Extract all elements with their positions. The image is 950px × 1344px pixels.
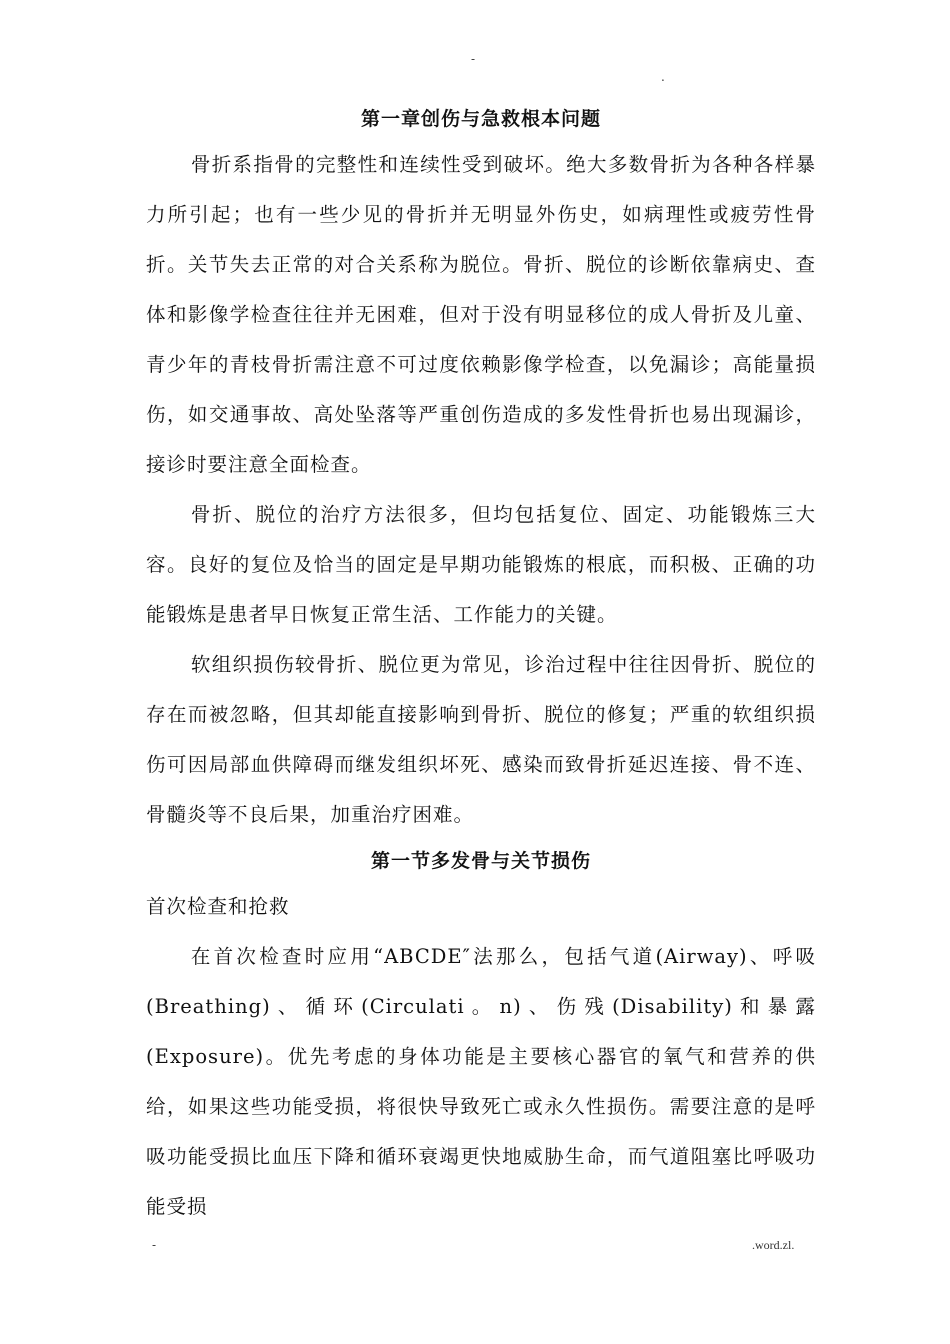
chapter-paragraph-1: 骨折系指骨的完整性和连续性受到破坏。绝大多数骨折为各种各样暴力所引起；也有一些少见的骨折并无明显外伤史，如病理性或疲劳性骨折。关节失去正常的对合关系称为脱位。骨折、脱位的诊断依靠病史、查体和影像学检查往往并无困难，但对于没有明显移位的成人骨折及儿童、青少年的青枝骨折需注意不可过度依赖影像学检查，以免漏诊；高能量损伤，如交通事故、高处坠落等严重创伤造成的多发性骨折也易出现漏诊，接诊时要注意全面检查。: [146, 153, 816, 476]
document-body: [146, 98, 816, 1232]
chapter-title: 第一章创伤与急救根本问题: [360, 108, 601, 130]
footer-watermark: .word.zl.: [752, 1238, 795, 1252]
header-mark-right: .: [661, 70, 665, 84]
chapter-paragraph-3: 软组织损伤较骨折、脱位更为常见，诊治过程中往往因骨折、脱位的存在而被忽略，但其却能直接影响到骨折、脱位的修复；严重的软组织损伤可因局部血供障碍而继发组织坏死、感染而致骨折延迟连接、骨不连、骨髓炎等不良后果，加重治疗困难。: [146, 653, 816, 826]
section-paragraph-1: 在首次检查时应用“ABCDE″法那么，包括气道(Airway)、呼吸(Breathing)、循环(Circulati。n)、伤残(Disability)和暴露(Exposure)。优先考虑的身体功能是主要核心器官的氧气和营养的供给，如果这些功能受损，将很快导致死亡或永久性损伤。需要注意的是呼吸功能受损比血压下降和循环衰竭更快地威胁生命，而气道阻塞比呼吸功能受损: [146, 945, 816, 1218]
chapter-paragraph-2: 骨折、脱位的治疗方法很多，但均包括复位、固定、功能锻炼三大容。良好的复位及恰当的固定是早期功能锻炼的根底，而积极、正确的功能锻炼是患者早日恢复正常生活、工作能力的关键。: [146, 503, 816, 626]
section-title: 第一节多发骨与关节损伤: [370, 850, 591, 872]
footer-mark: -: [152, 1238, 157, 1252]
header-mark: -: [471, 52, 476, 66]
section-subheading: 首次检查和抢救: [146, 895, 290, 918]
